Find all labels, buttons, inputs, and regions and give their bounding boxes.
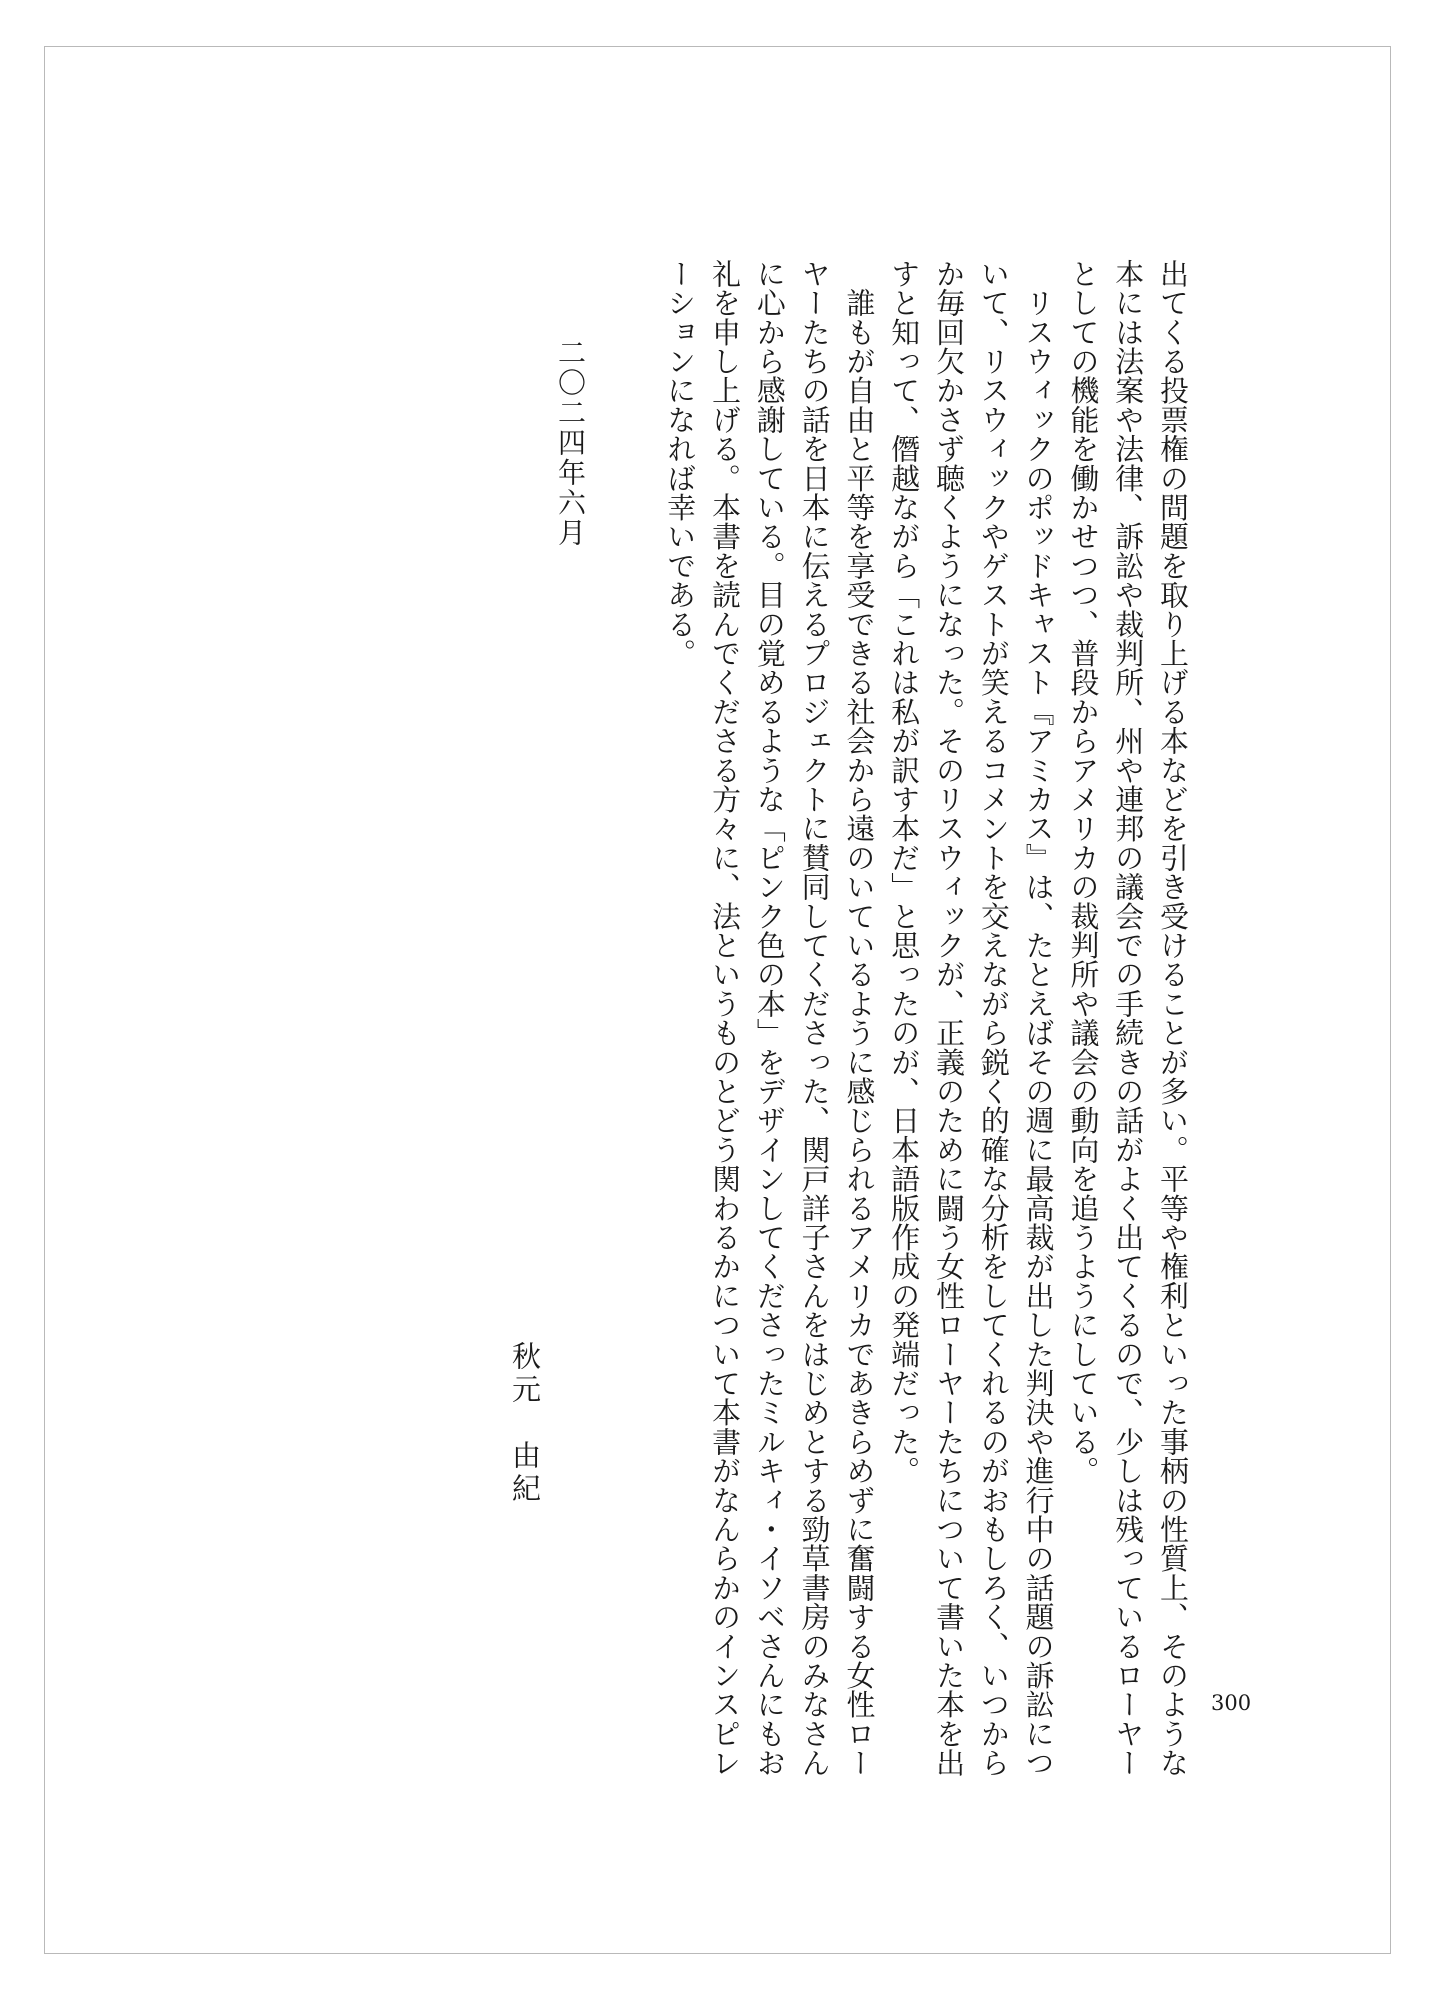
author-name: 秋元 由紀 xyxy=(508,1341,542,1506)
text-line: 本には法案や法律、訴訟や裁判所、州や連邦の議会での手続きの話がよく出てくるので、少しは残っているローヤー xyxy=(1111,259,1146,1778)
text-line: 礼を申し上げる。本書を読んでくださる方々に、法というものとどう関わるかについて本書がなんらかのインスピレ xyxy=(708,259,743,1778)
text-line: 出てくる投票権の問題を取り上げる本などを引き受けることが多い。平等や権利といった事柄の性質上、そのような xyxy=(1156,259,1190,1778)
text-line: に心から感謝している。目の覚めるような「ピンク色の本」をデザインしてくださったミルキィ・イソベさんにもお xyxy=(752,259,787,1778)
page-number: 300 xyxy=(1211,1691,1252,1715)
text-line: いて、リスウィックやゲストが笑えるコメントを交えながら鋭く的確な分析をしてくれるのがおもしろく、いつから xyxy=(976,259,1011,1778)
text-line: ヤーたちの話を日本に伝えるプロジェクトに賛同してくださった、関戸詳子さんをはじめとする勁草書房のみなさん xyxy=(797,259,832,1778)
text-line: か毎回欠かさず聴くようになった。そのリスウィックが、正義のために闘う女性ローヤーたちについて書いた本を出 xyxy=(932,259,967,1778)
date-line: 二〇二四年六月 xyxy=(554,338,587,548)
text-line: リスウィックのポッドキャスト『アミカス』は、たとえばその週に最高裁が出した判決や進行中の話題の訴訟につ xyxy=(1021,259,1056,1778)
text-line: としての機能を働かせつつ、普段からアメリカの裁判所や議会の動向を追うようにしている。 xyxy=(1066,259,1101,1486)
text-line: 誰もが自由と平等を享受できる社会から遠のいているように感じられるアメリカであきらめずに奮闘する女性ロー xyxy=(842,259,877,1778)
page-frame xyxy=(44,46,1391,1954)
body-text xyxy=(657,259,1195,1778)
text-line: すと知って、僭越ながら「これは私が訳す本だ」と思ったのが、日本語版作成の発端だった。 xyxy=(887,259,922,1486)
text-line: ーションになれば幸いである。 xyxy=(663,259,698,668)
